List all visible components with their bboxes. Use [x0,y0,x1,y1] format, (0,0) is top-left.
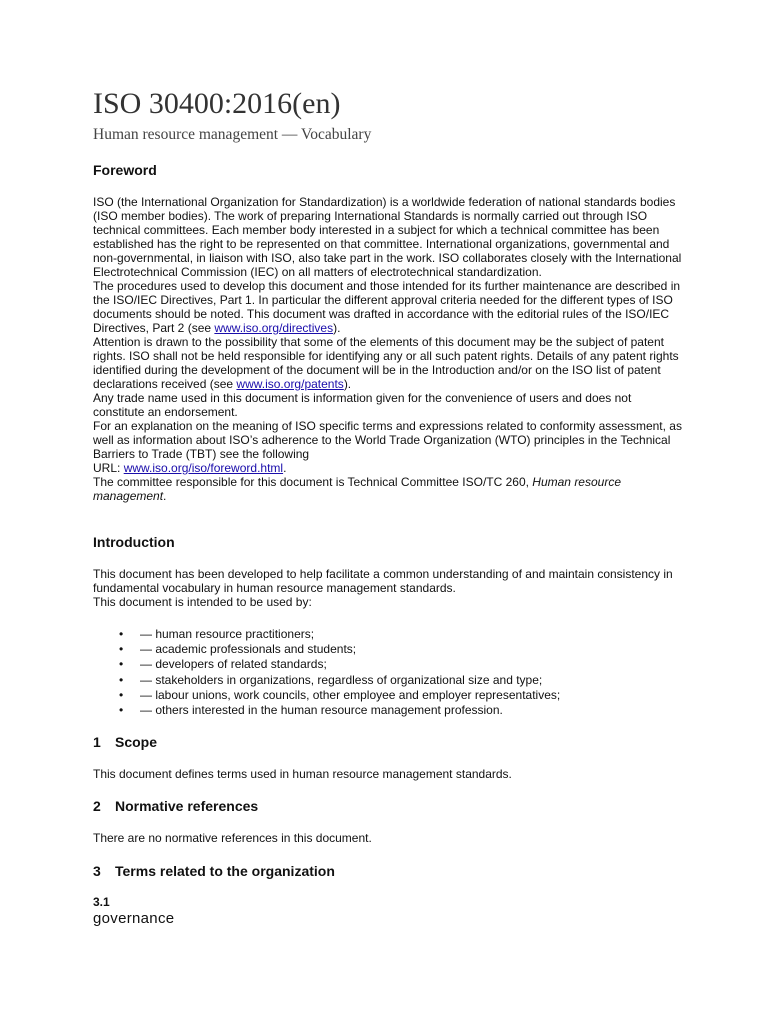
url-label: URL: [93,461,124,475]
directives-link[interactable]: www.iso.org/directives [214,321,334,335]
committee-name: Human resource management [93,475,622,503]
list-item [119,703,679,718]
normative-references-text: There are no normative references in this document. [93,831,372,845]
scope-text: This document defines terms used in human resource management standards. [93,767,512,781]
section-number: 1 [93,734,101,750]
document-subtitle: Human resource management — Vocabulary [93,126,372,143]
foreword-paragraph-end: ). [343,377,352,391]
foreword-link[interactable]: www.iso.org/iso/foreword.html [123,461,284,475]
list-item [119,642,679,657]
section-title: Normative references [115,798,259,814]
foreword-paragraph [93,335,683,391]
patents-link[interactable]: www.iso.org/patents [236,377,344,391]
foreword-paragraph: Any trade name used in this document is information given for the convenience of users and does not constitute an endorsement. [93,391,632,419]
list-item-text: — others interested in the human resource management profession. [140,703,503,718]
bullet-icon: • [119,687,124,702]
normative-references-heading [93,797,258,815]
document-title: ISO 30400:2016(en) [93,87,341,120]
foreword-paragraph [93,279,683,335]
foreword-paragraph-end: . [163,489,167,503]
list-item-text: — developers of related standards; [140,657,327,672]
bullet-icon: • [119,642,124,657]
foreword-paragraph [93,475,683,503]
section-number: 2 [93,798,101,814]
list-item [119,627,679,642]
foreword-paragraph [93,419,683,475]
foreword-paragraph-text: For an explanation on the meaning of ISO specific terms and expressions related to conformity assessment, as well as information about ISO’s adherence to the World Trade Organization (WTO) principles in the Technical Barriers to Trade (TBT) see the following [93,419,682,461]
list-item-text: — labour unions, work councils, other employee and employer representatives; [140,687,561,702]
foreword-paragraph-end: . [283,461,287,475]
terms-heading [93,862,335,880]
list-item [119,657,679,672]
foreword-paragraph-text: Attention is drawn to the possibility that some of the elements of this document may be the subject of patent rights. ISO shall not be held responsible for identifying any or all such patent rights. Details of any patent rights identified during the development of the document will be in the Introduction and/or on the ISO list of patent declarations received (see [93,335,679,391]
term-number: 3.1 [93,895,110,909]
list-item [119,673,679,688]
foreword-paragraph-text: The procedures used to develop this document and those intended for its further maintenance are described in the ISO/IEC Directives, Part 1. In particular the different approval criteria needed for the different types of ISO documents should be noted. This document was drafted in accordance with the editorial rules of the ISO/IEC Directives, Part 2 (see [93,279,681,335]
intended-users-list [119,627,679,718]
foreword-paragraph: ISO (the International Organization for Standardization) is a worldwide federation of national standards bodies (ISO member bodies). The work of preparing International Standards is normally carried out through ISO technical committees. Each member body interested in a subject for which a technical committee has been established has the right to be represented on that committee. International organizations, governmental and non-governmental, in liaison with ISO, also take part in the work. ISO collaborates closely with the International Electrotechnical Commission (IEC) on all matters of electrotechnical standardization. [93,195,682,279]
bullet-icon: • [119,672,124,687]
section-title: Terms related to the organization [115,863,335,879]
section-number: 3 [93,863,101,879]
list-item-text: — academic professionals and students; [140,642,357,657]
bullet-icon: • [119,657,124,672]
bullet-icon: • [119,703,124,718]
introduction-paragraph: This document has been developed to help facilitate a common understanding of and maintain consistency in fundamental vocabulary in human resource management standards. [93,567,673,595]
foreword-body [93,195,683,503]
list-item [119,688,679,703]
foreword-paragraph-end: ). [333,321,341,335]
introduction-body [93,567,683,609]
list-item-text: — stakeholders in organizations, regardless of organizational size and type; [140,672,543,687]
introduction-heading: Introduction [93,534,175,550]
term-name: governance [93,910,175,927]
foreword-paragraph-text: The committee responsible for this document is Technical Committee ISO/TC 260, [93,475,533,489]
section-title: Scope [115,734,158,750]
bullet-icon: • [119,627,124,641]
scope-heading [93,733,157,751]
foreword-heading: Foreword [93,162,157,178]
list-item-text: — human resource practitioners; [140,627,315,641]
introduction-paragraph: This document is intended to be used by: [93,595,312,609]
